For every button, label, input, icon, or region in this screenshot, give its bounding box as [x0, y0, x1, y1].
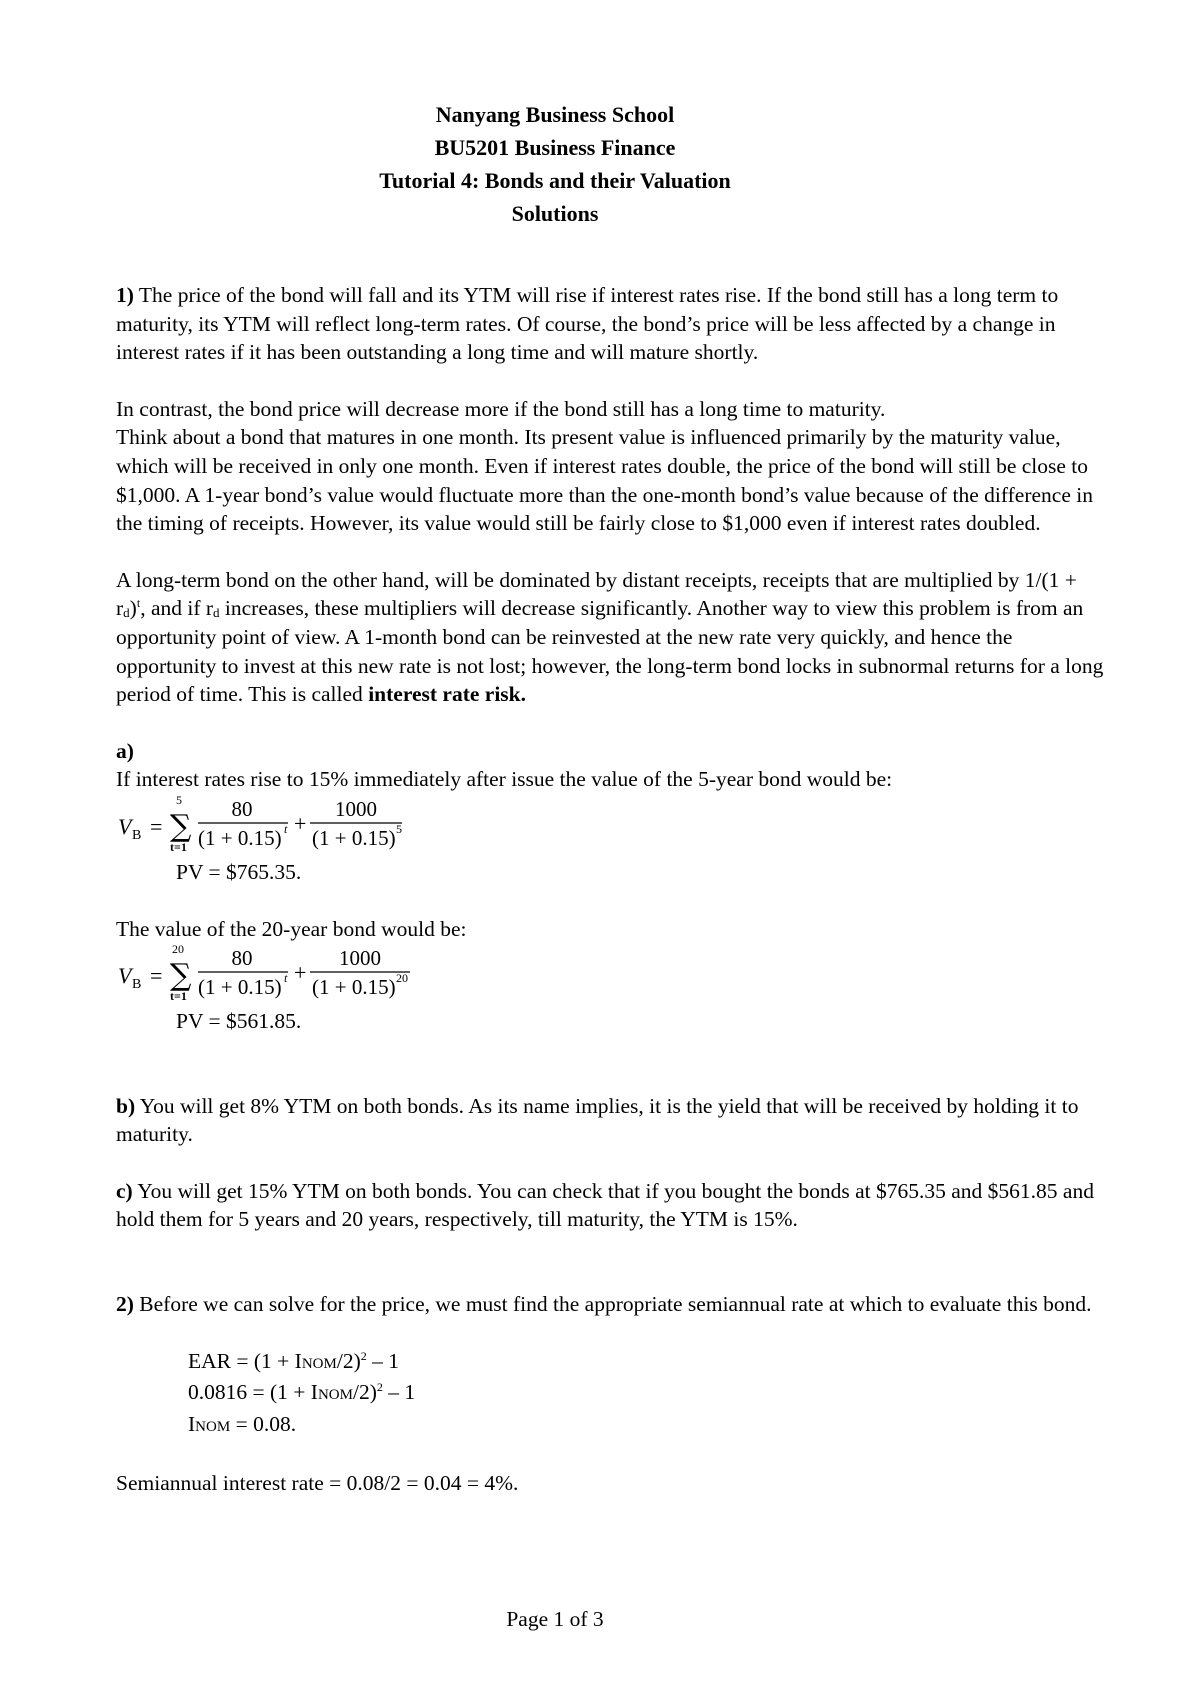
document-header: [0, 98, 1110, 230]
q1-p3-text-d: increases, these multipliers will decrease significantly. Another way to view this problem is from an opportunity point of view. A 1-month bond can be reinvested at the new rate very quickly, and hence the opportunity to invest at this new rate is not lost; however, the long-term bond locks in subnormal returns for a long period of time. This is called: [116, 596, 1104, 707]
q2-paragraph: [116, 1290, 1106, 1319]
part-a-label: a): [116, 738, 134, 763]
q1-paragraph-3: [116, 566, 1106, 709]
f2-den2-sup: 20: [396, 971, 408, 986]
pv-5-year: PV = $765.35.: [176, 859, 302, 884]
document-subtitle: Solutions: [511, 201, 599, 226]
part-c-paragraph: [116, 1177, 1106, 1234]
part-c-text: You will get 15% YTM on both bonds. You can check that if you bought the bonds at $765.35 and $561.85 and hold them for 5 years and 20 years, respectively, till maturity, the YTM is 15%.: [116, 1178, 1094, 1232]
q2-eq2-a: 0.0816 = (1 + I: [188, 1380, 318, 1405]
q2-eq3-sub: NOM: [195, 1418, 231, 1435]
part-b-label: b): [116, 1093, 136, 1118]
q2-eq1-c: – 1: [366, 1348, 399, 1373]
f1-den2-sup: 5: [396, 821, 402, 836]
q2-equation-1: [188, 1347, 1106, 1379]
q2-text: Before we can solve for the price, we must find the appropriate semiannual rate at which to evaluate this bond.: [133, 1292, 1092, 1317]
q1-p3-sup-t: t: [136, 596, 141, 611]
formula-5-year-svg: [116, 792, 436, 858]
f2-plus: +: [294, 960, 307, 986]
f1-num2: 1000: [335, 796, 377, 821]
f1-sigma: ∑: [170, 808, 192, 844]
q2-eq1-sub: NOM: [301, 1355, 337, 1372]
q1-text-1: The price of the bond will fall and its YTM will rise if interest rates rise. If the bond still has a long term to maturity, its YTM will reflect long-term rates. Of course, the bond’s price will be less affected by a change in interest rates if it has been outstanding a long time and will mature shortly.: [116, 283, 1059, 365]
q2-eq1-b: /2): [336, 1348, 361, 1373]
f2-num2: 1000: [339, 946, 381, 971]
f1-plus: +: [294, 810, 307, 836]
formula-5-year-bond: [116, 792, 1106, 858]
q2-eq3-a: I: [188, 1411, 196, 1436]
document-body: [116, 281, 1106, 1498]
f2-num1: 80: [231, 946, 253, 971]
formula-20-year-svg: [116, 942, 446, 1007]
f2-equals: =: [150, 963, 163, 989]
q2-eq2-sup: 2: [376, 1380, 383, 1395]
course-title: BU5201 Business Finance: [434, 135, 676, 160]
f1-sum-top: 5: [176, 792, 182, 807]
f1-num1: 80: [231, 796, 253, 821]
q1-paragraph-2b: Think about a bond that matures in one month. Its present value is influenced primarily by the maturity value, which will be received in only one month. Even if interest rates double, the price of the bond will still be close to $1,000. A 1-year bond’s value would fluctuate more than the one-month bond’s value because of the difference in the timing of receipts. However, its value would still be fairly close to $1,000 even if interest rates doubled.: [116, 425, 1093, 536]
f1-lhs-sub: B: [132, 827, 142, 843]
part-b-paragraph: [116, 1092, 1106, 1149]
f1-den1: (1 + 0.15): [198, 825, 282, 850]
q2-eq2-b: /2): [352, 1380, 377, 1405]
f1-den1-sup: t: [284, 821, 288, 836]
q1-paragraph-1: [116, 281, 1106, 367]
q1-number: 1): [116, 283, 134, 307]
f1-lhs: V: [118, 813, 132, 839]
f1-sum-bottom: t=1: [170, 839, 187, 854]
part-a-intro: If interest rates rise to 15% immediately after issue the value of the 5-year bond would be:: [116, 767, 893, 792]
formula-20-year-bond: [116, 942, 1106, 1007]
f1-den2: (1 + 0.15): [312, 825, 396, 850]
f2-lhs: V: [118, 963, 132, 989]
q2-eq1-a: EAR = (1 + I: [188, 1348, 302, 1373]
school-name: Nanyang Business School: [435, 102, 675, 127]
q2-eq1-sup: 2: [360, 1348, 367, 1363]
q1-paragraph-2a: In contrast, the bond price will decrease more if the bond still has a long time to maturity.: [116, 396, 886, 421]
f2-sigma: ∑: [170, 958, 192, 994]
f2-den1-sup: t: [284, 971, 288, 986]
part-a-intro-2: The value of the 20-year bond would be:: [116, 916, 467, 941]
interest-rate-risk-term: interest rate risk.: [368, 682, 527, 707]
f2-sum-top: 20: [172, 942, 184, 957]
q2-eq2-sub: NOM: [317, 1387, 353, 1404]
f2-den1: (1 + 0.15): [198, 975, 282, 1000]
page-number: Page 1 of 3: [506, 1607, 604, 1631]
q1-p3-text-a: A long-term bond on the other hand, will be dominated by distant receipts, receipts that are multiplied by 1/(1 + r: [116, 567, 1077, 621]
q1-p3-text-c: , and if r: [140, 596, 214, 621]
q1-p3-text-b: ): [129, 596, 137, 621]
q1-p3-sub-d: d: [123, 605, 130, 621]
tutorial-title: Tutorial 4: Bonds and their Valuation: [379, 168, 731, 193]
q2-eq2-c: – 1: [382, 1380, 416, 1405]
part-b-text: You will get 8% YTM on both bonds. As its name implies, it is the yield that will be received by holding it to maturity.: [116, 1093, 1079, 1147]
q1-p3-sub-d2: d: [213, 605, 220, 621]
q2-equation-3: [188, 1410, 1106, 1442]
q2-eq3-b: = 0.08.: [230, 1411, 297, 1436]
f1-equals: =: [150, 813, 163, 839]
f2-den2: (1 + 0.15): [312, 975, 396, 1000]
pv-20-year: PV = $561.85.: [176, 1009, 302, 1034]
q2-number: 2): [116, 1292, 134, 1317]
f2-sum-bottom: t=1: [170, 989, 187, 1004]
part-c-label: c): [116, 1178, 133, 1203]
q2-equation-2: [188, 1378, 1106, 1410]
q2-semiannual-rate: Semiannual interest rate = 0.08/2 = 0.04 = 4%.: [116, 1471, 519, 1496]
f2-lhs-sub: B: [132, 977, 142, 993]
